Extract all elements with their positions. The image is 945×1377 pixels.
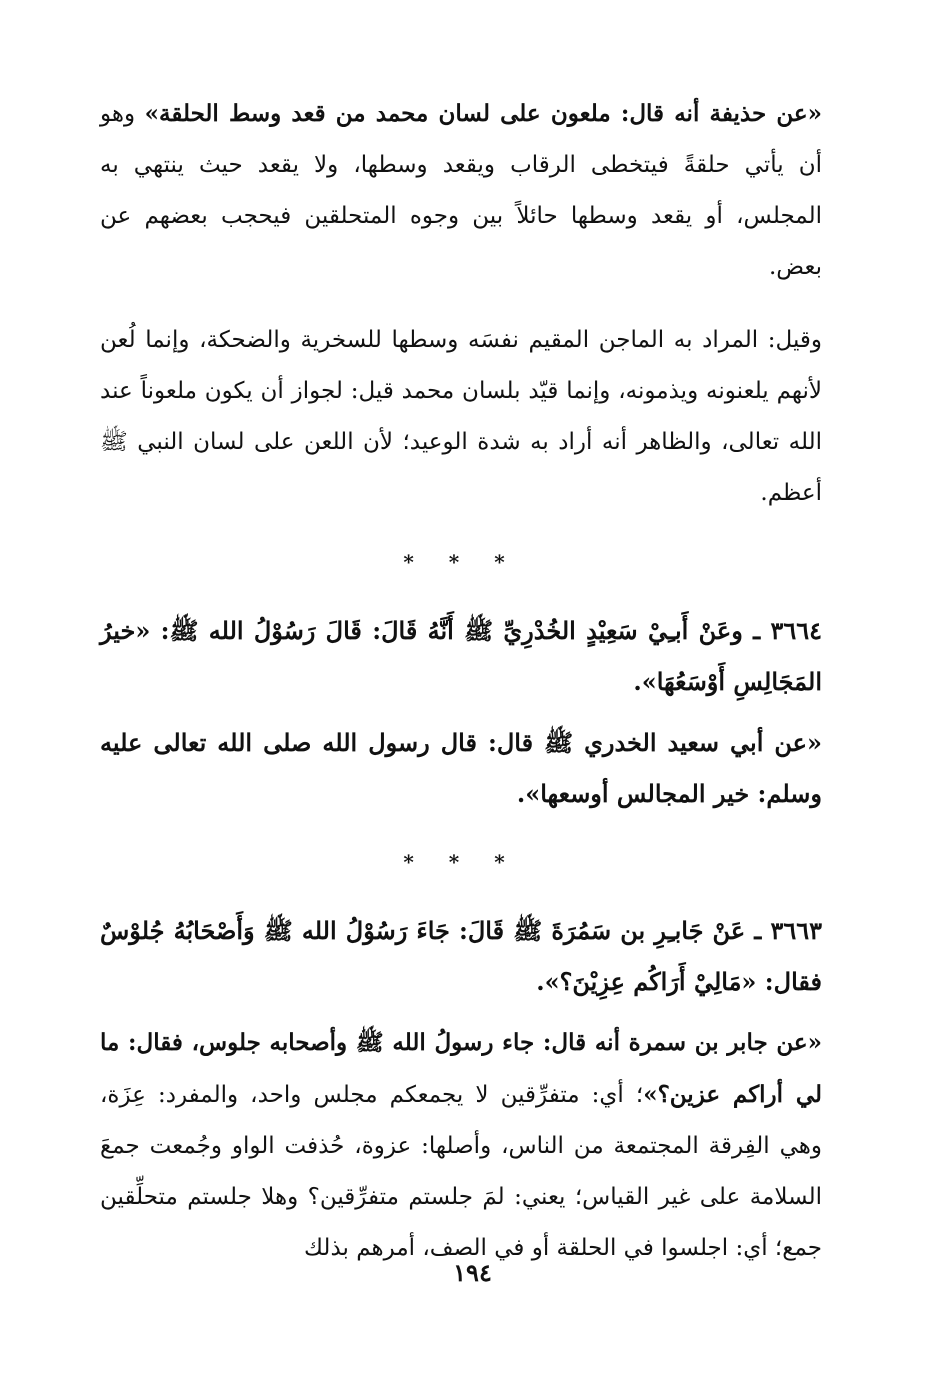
paragraph-hudhayfa [100, 88, 822, 293]
hadith-3663: ٣٦٦٣ ـ عَنْ جَابـِرِ بن سَمُرَةَ ﷺ قَالَ: جَاءَ رَسُوْلُ الله ﷺ وَأَصْحَابُهُ جُلوْسٌ فقال: «مَالِيْ أَرَاكُم عِزِيْنَ؟». [100, 916, 822, 996]
quoted-hadith-hudhayfa: «عن حذيفة أنه قال: ملعون على لسان محمد من قعد وسط الحلقة» [144, 100, 823, 127]
paragraph-jabir [100, 1017, 822, 1274]
page-content [100, 88, 822, 1274]
hadith-3664: ٣٦٦٤ ـ وعَنْ أَبـِيْ سَعِيْدٍ الخُدْرِيِّ ﷺ أَنَّهُ قَالَ: قَالَ رَسُوْلُ الله ﷺ: «خيرُ المَجَالِسِ أَوْسَعُهَا». [100, 616, 822, 696]
commentary-khudri: «عن أبي سعيد الخدري ﷺ قال: قال رسول الله صلى الله تعالى عليه وسلم: خير المجالس أوسعها». [100, 728, 822, 808]
commentary-hudhayfa: وهو أن يأتي حلقةً فيتخطى الرقاب ويقعد وسطها، ولا يقعد حيث ينتهي به المجلس، أو يقعد وسطها حائلاً بين وجوه المتحلقين فيحجب بعضهم عن بعض. [100, 101, 822, 280]
section-separator: * * * [403, 550, 519, 574]
section-separator: * * * [403, 850, 519, 874]
paragraph-commentary: وقيل: المراد به الماجن المقيم نفسَه وسطها للسخرية والضحكة، وإنما لُعن لأنهم يلعنونه ويذمونه، وإنما قيّد بلسان محمد قيل: لجواز أن يكون ملعوناً عند الله تعالى، والظاهر أنه أراد به شدة الوعيد؛ لأن اللعن على لسان النبي ﷺ أعظم. [100, 327, 822, 506]
quoted-hadith-jabir: «عن جابر بن سمرة أنه قال: جاء رسولُ الله ﷺ وأصحابه جلوس، فقال: ما لي أراكم عزين؟» [100, 1029, 822, 1108]
commentary-jabir: ؛ أي: متفرِّقين لا يجمعكم مجلس واحد، والمفرد: عِزَة، وهي الفِرقة المجتمعة من الناس، وأصلها: عزوة، حُذفت الواو وجُمعت جمعَ السلامة على غير القياس؛ يعني: لمَ جلستم متفرِّقين؟ وهلا جلستم متحلِّقين جمع؛ أي: اجلسوا في الحلقة أو في الصف، أمرهم بذلك [100, 1082, 822, 1261]
page-number: ١٩٤ [453, 1258, 492, 1287]
